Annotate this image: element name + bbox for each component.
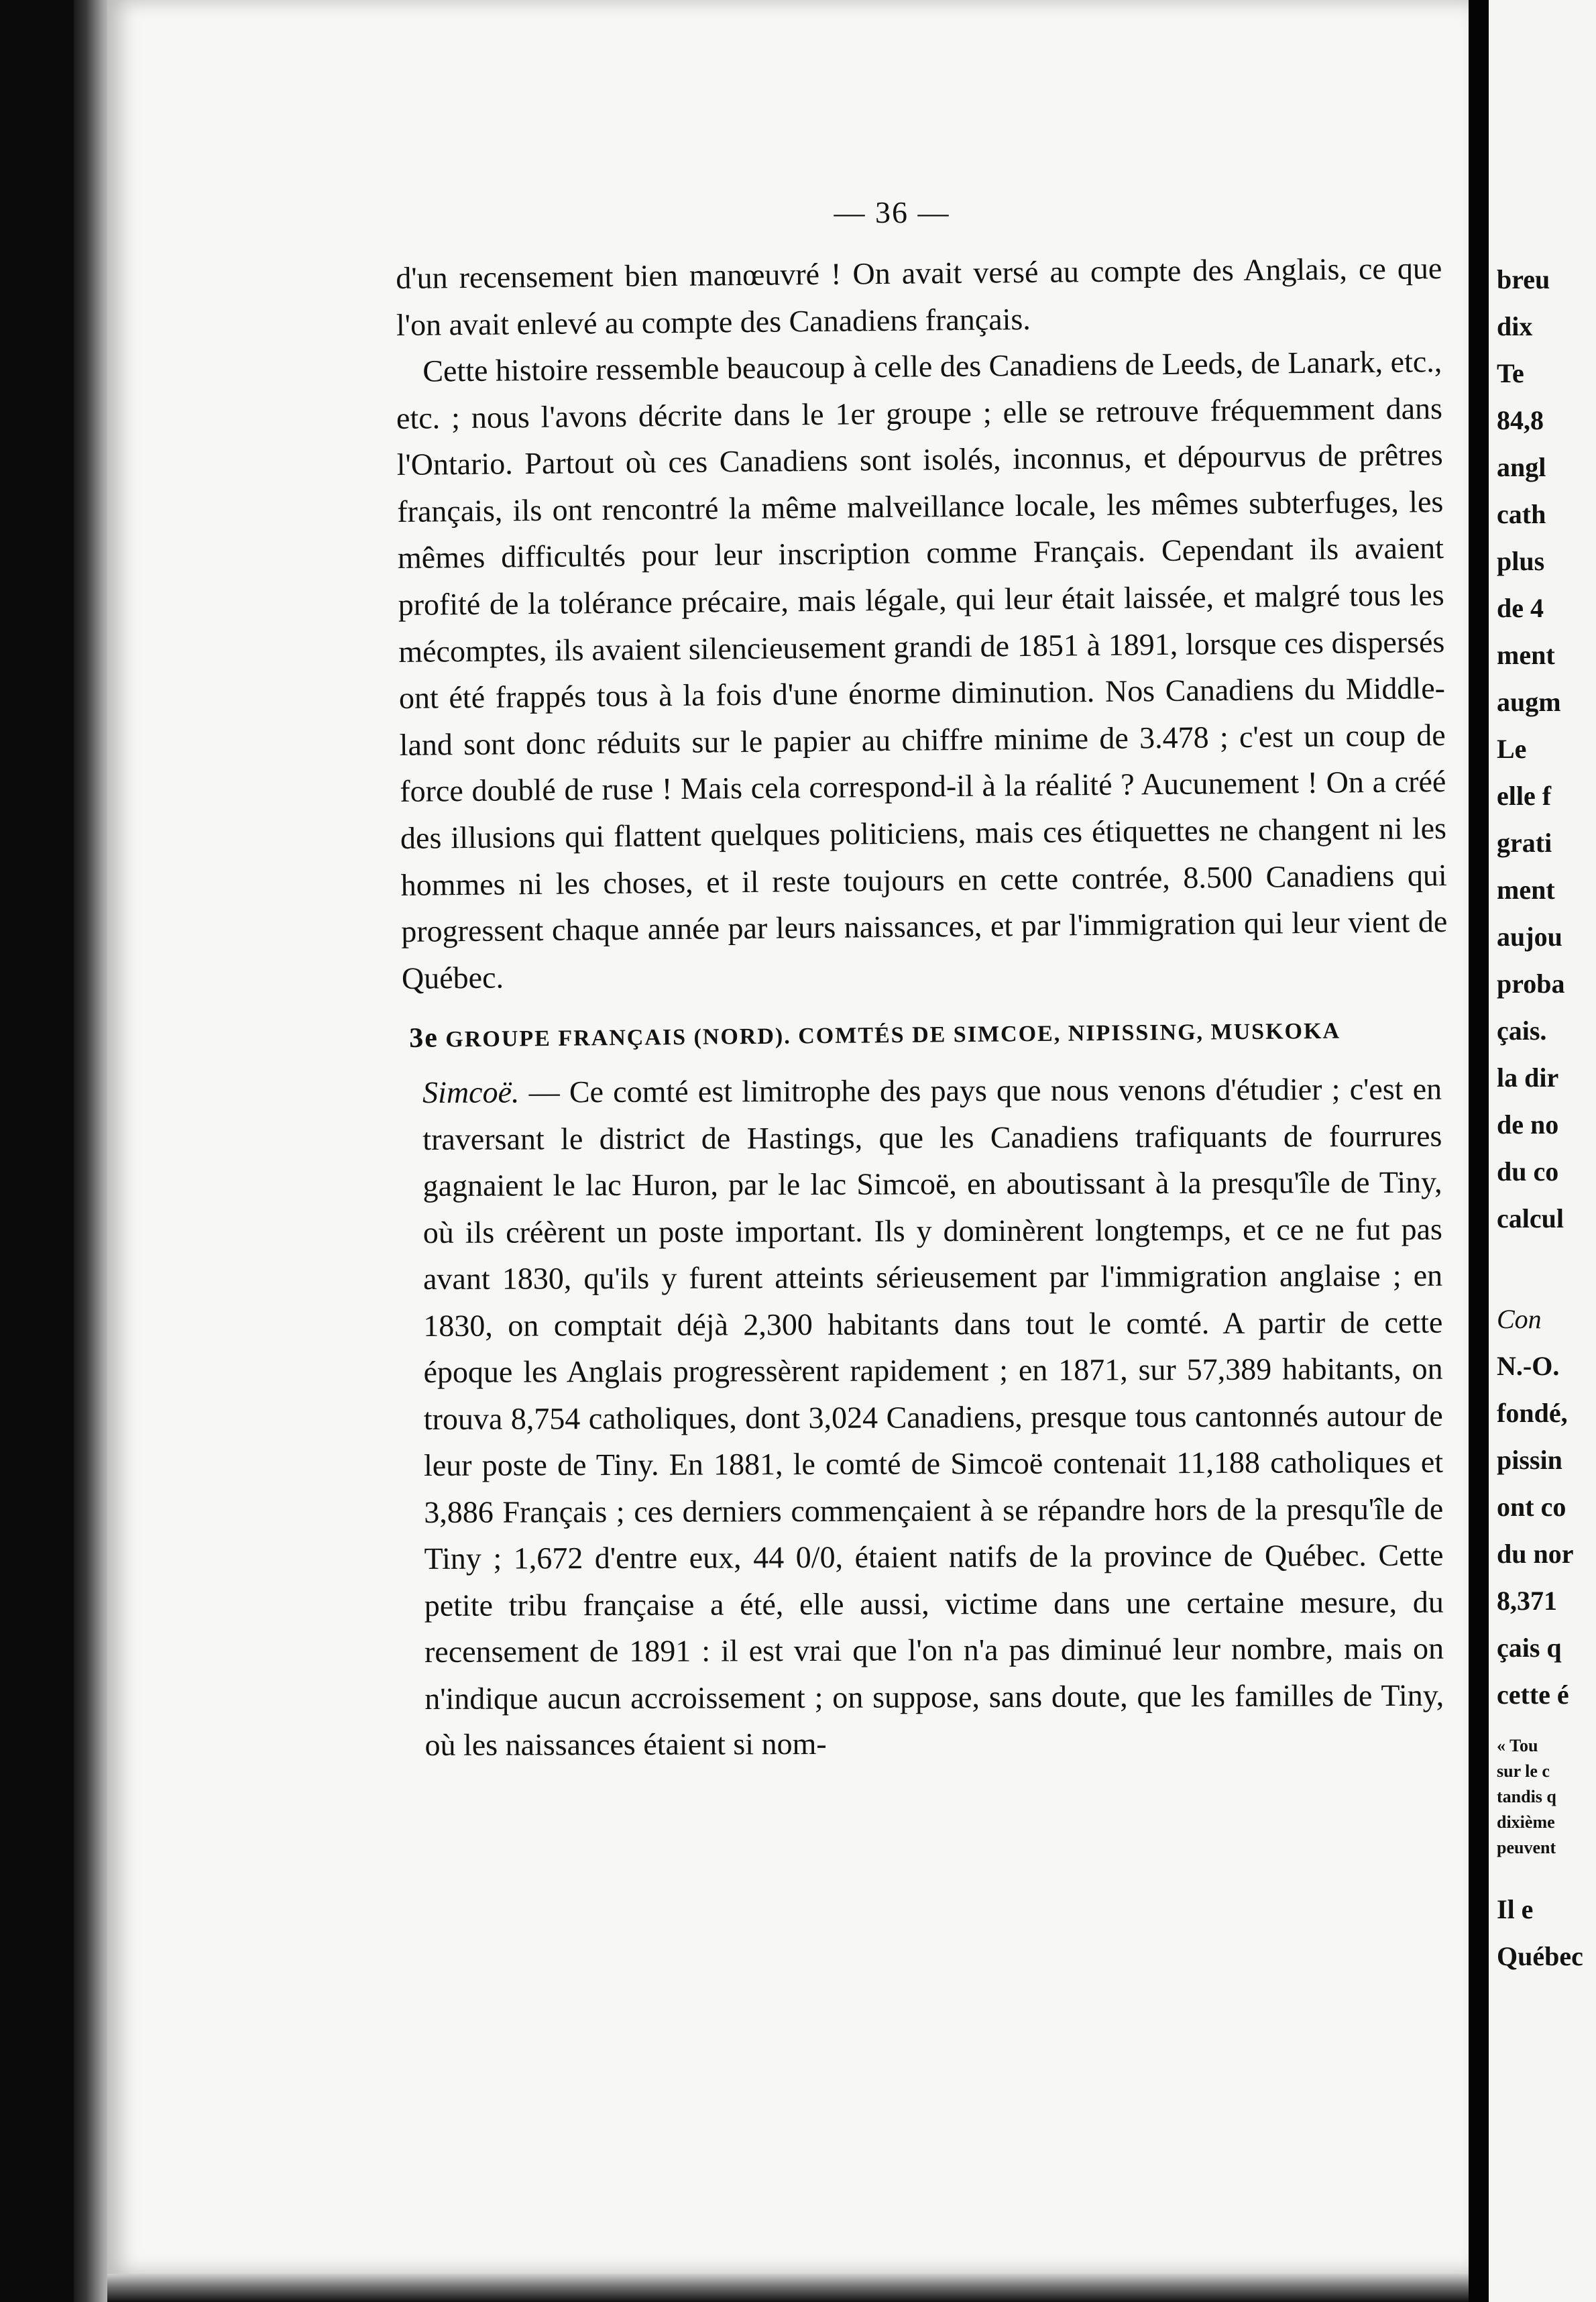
fragment: tandis q [1497,1787,1556,1806]
fragment: grati [1497,828,1552,858]
fragment: 8,371 [1497,1586,1557,1616]
section-number: 3e [409,1022,439,1054]
fragment: breu [1497,264,1550,294]
fragment: pissin [1497,1445,1562,1475]
fragment: ment [1497,875,1555,905]
fragment: Te [1497,358,1524,388]
fragment: aujou [1497,922,1562,952]
fragment: çais q [1497,1633,1562,1663]
fragment: du co [1497,1156,1559,1187]
fragment: Il e [1497,1894,1534,1924]
fragment: Le [1497,734,1527,764]
paragraph-3-lead: Simcoë. [422,1074,520,1109]
paragraph-2: Cette histoire ressemble beaucoup à celle des Canadiens de Leeds, de Lanark, etc., etc. ; nous l'avons décrite dans le 1er groupe ; elle se retrouve fréquemment dans l'Ontario. Partout où ces Canadiens sont isolés, inconnus, et dépourvus de prêtres français, ils ont rencontré la même malveillance locale, les mêmes subterfuges, les mêmes difficultés pour leur inscription comme Français. Cependant ils avaient profité de la tolérance précaire, mais légale, qui leur était laissée, et malgré tous les mécomptes, ils avaient silencieusement grandi de 1851 à 1891, lorsque ces dispersés ont été frappés tous à la fois d'une énorme diminution. Nos Canadiens du Middle-land sont donc réduits sur le papier au chiffre minime de 3.478 ; c'est un coup de force doublé de ruse ! Mais cela correspond-il à la réalité ? Aucunement ! On a créé des illusions qui flattent quelques politiciens, mais ces étiquettes ne changent ni les hommes ni les choses, et il reste toujours en cette contrée, 8.500 Canadiens qui progressent chaque année par leurs naissances, et par l'immigration qui leur vient de Québec. [396,344,1448,995]
section-heading [409,1012,1442,1054]
fragment: 84,8 [1497,405,1544,435]
fragment: dix [1497,311,1533,341]
fragment: angl [1497,452,1546,482]
fragment: ment [1497,640,1555,670]
fragment: N.-O. [1497,1351,1560,1381]
fragment: du nor [1497,1539,1574,1569]
fragment: plus [1497,546,1545,576]
fragment: calcul [1497,1203,1564,1234]
fragment: dixième [1497,1812,1555,1832]
fragment: proba [1497,969,1565,999]
fragment: cette é [1497,1680,1569,1710]
fragment: fondé, [1497,1398,1568,1428]
paragraph-1: d'un recensement bien manœuvré ! On avait versé au compte des Anglais, ce que l'on avait enlevé au compte des Canadiens français. [396,251,1442,342]
paragraph-3-text: — Ce comté est limitrophe des pays que nous venons d'étudier ; c'est en traversant le district de Hastings, que les Canadiens trafiquants de fourrures gagnaient le lac Huron, par le lac Simcoë, en aboutissant à la presqu'île de Tiny, où ils créèrent un poste important. Ils y dominèrent longtemps, et ce ne fut pas avant 1830, qu'ils y furent atteints sérieusement par l'immigration anglaise ; en 1830, on comptait déjà 2,300 habitants dans tout le comté. A partir de cette époque les Anglais progressèrent rapidement ; en 1871, sur 57,389 habitants, on trouva 8,754 catholiques, dont 3,024 Canadiens, presque tous cantonnés autour de leur poste de Tiny. En 1881, le comté de Simcoë contenait 11,188 catholiques et 3,886 Français ; ces derniers commençaient à se répandre hors de la presqu'île de Tiny ; 1,672 d'entre eux, 44 0/0, étaient natifs de la province de Québec. Cette petite tribu française a été, elle aussi, victime dans une certaine mesure, du recensement de 1891 : il est vrai que l'on n'a pas diminué leur nombre, mais on n'indique aucun accroissement ; on suppose, sans doute, que les familles de Tiny, où les naissances étaient si nom- [422,1071,1444,1762]
fragment: Québec [1497,1941,1583,1971]
page-gutter [1469,0,1489,2302]
fragment: de no [1497,1109,1559,1140]
fragment: « Tou [1497,1736,1538,1755]
fragment: elle f [1497,781,1552,811]
fragment: sur le c [1497,1761,1550,1781]
fragment: cath [1497,499,1546,529]
section-title: GROUPE FRANÇAIS (NORD). COMTÉS DE SIMCOE, NIPISSING, MUSKOKA [445,1018,1341,1052]
fragment: la dir [1497,1062,1559,1093]
fragment: ont co [1497,1492,1566,1522]
paragraph-3 [422,1065,1444,1768]
page-bottom-edge [107,2274,1469,2302]
fragment: çais. [1497,1016,1547,1046]
fragment: de 4 [1497,593,1544,623]
fragment: peuvent [1497,1838,1556,1857]
page-number: — 36 — [834,195,950,229]
fragment: Con [1497,1304,1542,1334]
main-text-block [396,251,1448,1768]
fragment: augm [1497,687,1561,717]
